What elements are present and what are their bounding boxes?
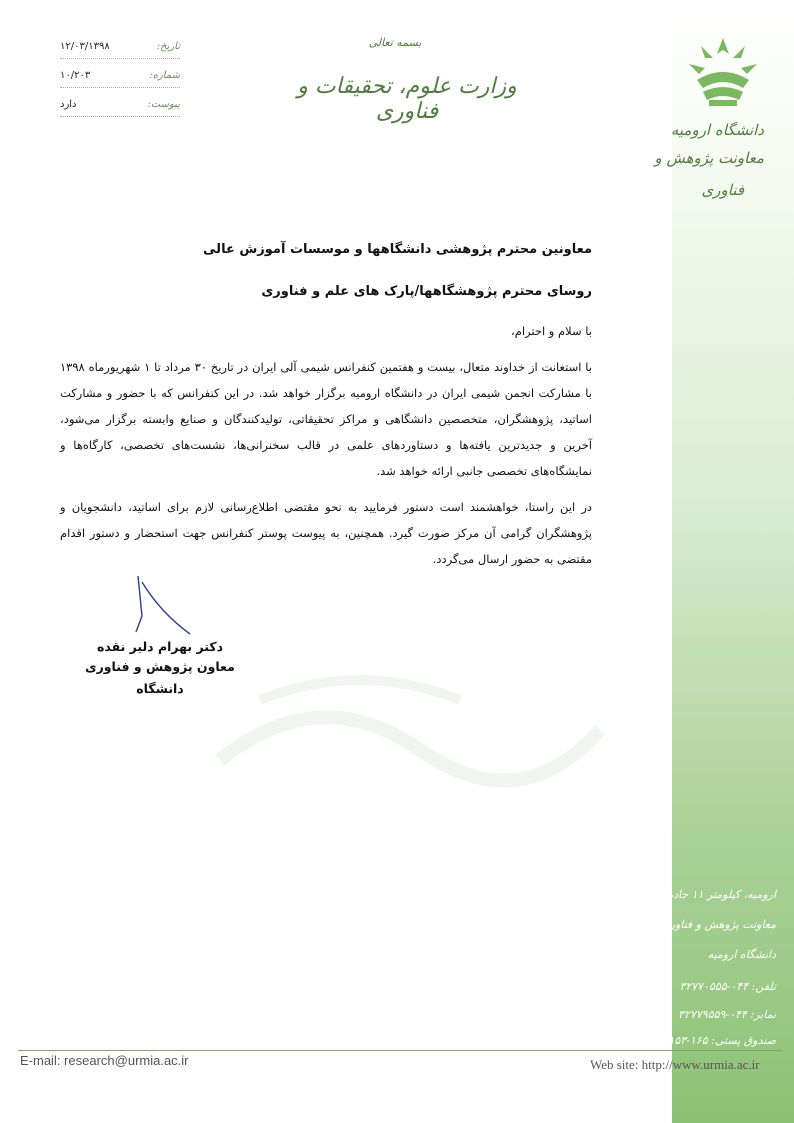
attachment-label: پیوست: <box>147 98 180 110</box>
sidebar-fax: نمابر: ۰۴۴-۳۲۷۷۹۵۵۹ <box>678 1008 776 1021</box>
letter-meta <box>60 34 180 121</box>
number-label: شماره: <box>149 69 180 81</box>
number-row <box>60 63 180 88</box>
signer-title: معاون پژوهش و فناوری دانشگاه <box>85 659 235 696</box>
watermark-icon <box>200 640 620 800</box>
signature-scribble-icon <box>120 572 230 642</box>
attachment-value: دارد <box>60 98 77 110</box>
university-logo-icon <box>683 34 763 114</box>
attachment-row <box>60 92 180 117</box>
footer-email[interactable]: E-mail: research@urmia.ac.ir <box>20 1053 189 1068</box>
greeting: با سلام و احترام، <box>511 324 592 338</box>
date-label: تاریخ: <box>156 40 180 52</box>
sidebar-deputy-line1: معاونت پژوهش و <box>654 149 764 167</box>
bismillah: بسمه تعالی <box>368 36 422 49</box>
signer-name: دکتر بهرام دلیر نقده <box>96 639 224 654</box>
sidebar-university: دانشگاه ارومیه <box>670 121 764 139</box>
addressee-1: معاونین محترم پژوهشی دانشگاهها و موسسات آموزش عالی <box>203 242 592 257</box>
sidebar-address-line3: دانشگاه ارومیه <box>707 948 776 961</box>
footer-divider <box>18 1050 782 1051</box>
ministry-title: وزارت علوم، تحقیقات و فناوری <box>297 74 517 124</box>
paragraph-2: در این راستا، خواهشمند است دستور فرمایید به نحو مقتضی اطلاع‌رسانی لازم برای اساتید، دانشجویان و پژوهشگران گرامی آن مرکز صورت گیرد. همچنین، به پیوست پوستر کنفرانس جهت استحضار و دستور اقدام مقتضی به حضور ارسال می‌گردد. <box>60 500 592 566</box>
addressee-2: روسای محترم پژوهشگاهها/پارک های علم و فناوری <box>261 284 592 299</box>
sidebar-phone: تلفن: ۰۴۴-۳۲۷۷۰۵۵۵ <box>679 980 776 993</box>
sidebar-address-line1: ارومیه، کیلومتر ۱۱ جاده سرو <box>643 888 776 901</box>
footer-website[interactable]: Web site: http://www.urmia.ac.ir <box>590 1057 760 1072</box>
date-row <box>60 34 180 59</box>
sidebar-postal: صندوق پستی: ۱۶۵-۵۷۱۵۳ <box>656 1034 776 1047</box>
date-value: ۱۲/۰۳/۱۳۹۸ <box>60 40 110 52</box>
number-value: ۱۰/۲۰۳ <box>60 69 91 81</box>
paragraph-1: با استعانت از خداوند متعال، بیست و هفتمین کنفرانس شیمی آلی ایران در تاریخ ۳۰ مرداد تا ۱ شهریورماه ۱۳۹۸ با مشارکت انجمن شیمی ایران در دانشگاه ارومیه برگزار خواهد شد. در این کنفرانس که با حضور و مشارکت اساتید، پژوهشگران، متخصصین دانشگاهی و مراکز تحقیقاتی، تولیدکنندگان و صنایع وابسته برگزار می‌شود، آخرین و جدیدترین یافته‌ها و دستاوردهای علمی در قالب سخنرانی‌ها، نشست‌های تخصصی، کارگاه‌ها و نمایشگاه‌های تخصصی جانبی ارائه خواهد شد. <box>60 360 592 478</box>
sidebar-address-line2: معاونت پژوهش و فناوری <box>661 918 776 931</box>
sidebar-deputy-line2: فناوری <box>701 181 744 199</box>
